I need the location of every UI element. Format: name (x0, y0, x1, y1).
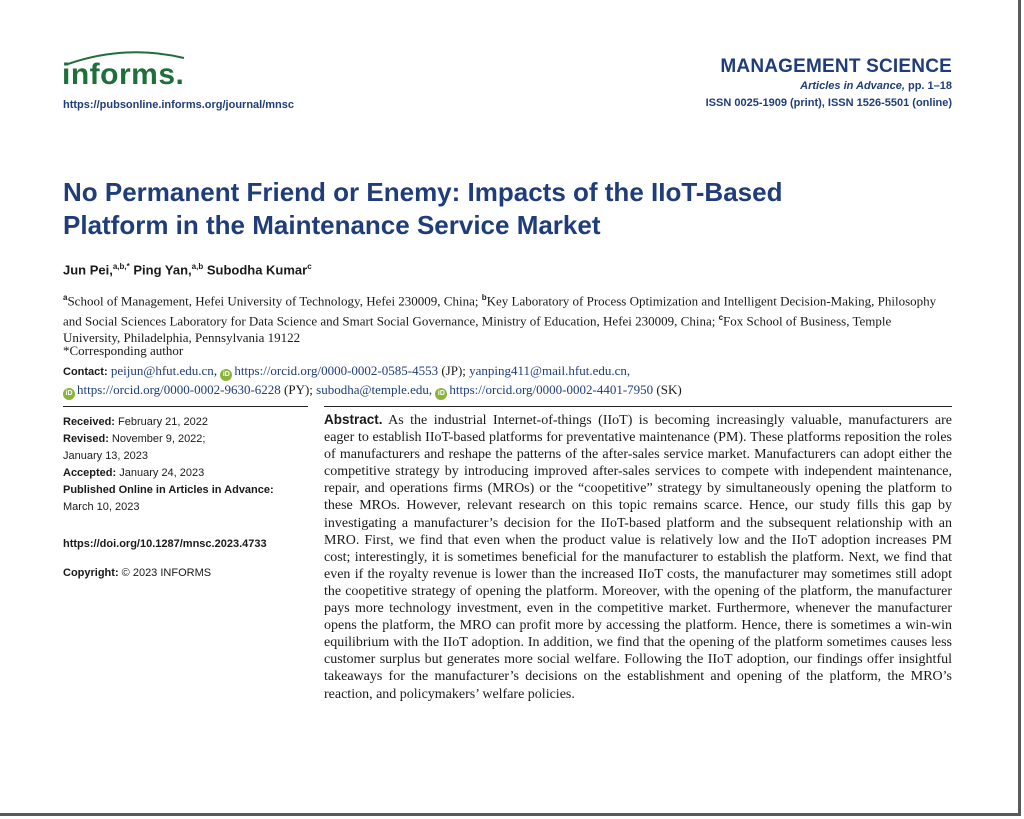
author-sup: a,b (191, 262, 204, 271)
abstract-heading: Abstract. (324, 412, 383, 427)
author-initials: (SK) (656, 382, 682, 397)
informs-logo[interactable] (62, 58, 184, 92)
issn-line: ISSN 0025-1909 (print), ISSN 1526-5501 (online) (705, 97, 952, 109)
article-title (63, 176, 943, 242)
copyright-line (63, 565, 308, 582)
affil-marker: c (718, 312, 724, 322)
affil-marker: a (63, 293, 68, 302)
page-range: pp. 1–18 (904, 80, 952, 92)
divider (324, 406, 952, 407)
article-history (63, 414, 308, 582)
contact-label: Contact: (63, 366, 108, 378)
orcid-link[interactable]: https://orcid.org/0000-0002-4401-7950 (449, 382, 654, 397)
author-initials: (JP); (441, 363, 466, 378)
affiliations (63, 290, 943, 346)
author-name[interactable]: Ping Yan, (129, 262, 192, 278)
journal-header (706, 56, 952, 109)
contact-block: Contact: peijun@hfut.edu.cn, iD https://orcid.org/0000-0002-0585-4553 (JP); yanping411@mail.hfut.edu.cn, iD https://orcid.org/0000-0002-9630-6228 (PY); subodha@temple.edu, iD https://orcid.org/0000-0002-4401-7950 (SK) (63, 362, 963, 400)
author-name[interactable]: Jun Pei, (63, 262, 113, 278)
author-sup: a,b,* (112, 262, 130, 271)
received-date: February 21, 2022 (118, 416, 208, 428)
logo-text: informs. (62, 58, 185, 91)
abstract-text: As the industrial Internet-of-things (IIoT) is becoming increasingly valuable, manufacturers are eager to establish IIoT-based platforms for preventative maintenance (PM). These platforms reposition the roles of manufacturers and reshape the patterns of the after-sales service market. Manufacturers can adopt either the competitive strategy by introducing improved after-sales services to compete with independent maintenance, repair, and operations firms (MROs) or the “coopetitive” strategy by simultaneously opening the platform to these MROs. However, relevant research on this topic remains scarce. Hence, our study fills this gap by investigating a manufacturer’s decision for the IIoT-based platform and the subsequent relationship with an MRO. First, we find that even when the product value is relatively low and the IIoT adoption increases PM cost; interestingly, it is sometimes beneficial for the manufacturer to establish the platform. Next, we find that even if the royalty revenue is lower than the increased IIoT costs, the manufacturer may sometimes still adopt the coopetitive strategy of opening the platform. Moreover, with the opening of the platform, the manufacturer pays more technology investment, even in the competitive market. Furthermore, whenever the manufacturer opens the platform, the MRO can profit more by accessing the platform. Hence, there is sometimes a win-win equilibrium with the IIoT adoption. In addition, we find that the opening of the platform sometimes causes less customer surplus but generates more social welfare. Following the IIoT adoption, our findings offer insightful takeaways for the manufacturer’s decisions on the establishment and opening of the platform, the MRO’s reaction, and policymakers’ welfare policies. (324, 413, 952, 702)
orcid-icon: iD (63, 388, 75, 400)
author-list (63, 262, 312, 277)
email-link[interactable]: peijun@hfut.edu.cn (110, 363, 214, 378)
accepted-label: Accepted: (63, 467, 117, 479)
accepted-line (63, 465, 308, 482)
email-link[interactable]: yanping411@mail.hfut.edu.cn, (469, 363, 631, 378)
divider (63, 406, 308, 407)
orcid-link[interactable]: https://orcid.org/0000-0002-0585-4553 (234, 363, 439, 378)
articles-in-advance (706, 80, 952, 92)
affiliation-a: School of Management, Hefei University of Technology, Hefei 230009, China; (67, 293, 479, 309)
journal-name: MANAGEMENT SCIENCE (720, 56, 952, 77)
email-link[interactable]: subodha@temple.edu, (316, 382, 433, 397)
journal-url-link[interactable]: https://pubsonline.informs.org/journal/mnsc (63, 99, 295, 111)
orcid-icon: iD (220, 369, 232, 381)
author-name[interactable]: Subodha Kumar (203, 262, 308, 278)
published-date: March 10, 2023 (63, 501, 140, 513)
revised-date-2: January 13, 2023 (63, 450, 149, 462)
received-line (63, 414, 308, 431)
doi-link[interactable]: https://doi.org/10.1287/mnsc.2023.4733 (63, 538, 267, 550)
affiliation-b: Key Laboratory of Process Optimization and Intelligent Decision-Making, Philosophy and Social Sciences Laboratory for Data Science and Smart Social Governance, Ministry of Education, Hefei 230009, China; (63, 293, 937, 329)
received-label: Received: (63, 416, 115, 428)
author-initials: (PY); (284, 382, 313, 397)
orcid-link[interactable]: https://orcid.org/0000-0002-9630-6228 (77, 382, 281, 397)
title-line-1: No Permanent Friend or Enemy: Impacts of the IIoT-Based (63, 177, 783, 207)
revised-label: Revised: (63, 433, 109, 445)
accepted-date: January 24, 2023 (119, 467, 205, 479)
published-label: Published Online in Articles in Advance: (63, 484, 274, 496)
affiliation-c: Fox School of Business, Temple University, Philadelphia, Pennsylvania 19122 (63, 313, 892, 345)
aia-label: Articles in Advance, (800, 80, 905, 92)
affil-marker: b (481, 293, 487, 302)
revised-date-1: November 9, 2022; (111, 433, 206, 445)
orcid-icon: iD (435, 388, 447, 400)
title-line-2: Platform in the Maintenance Service Market (63, 210, 601, 240)
revised-line (63, 431, 308, 448)
logo-swoosh-icon (66, 50, 186, 66)
copyright-text: © 2023 INFORMS (121, 567, 212, 579)
copyright-label: Copyright: (63, 567, 119, 579)
abstract (324, 411, 952, 703)
author-sup: c (307, 262, 312, 271)
corresponding-author-note: *Corresponding author (63, 343, 184, 358)
